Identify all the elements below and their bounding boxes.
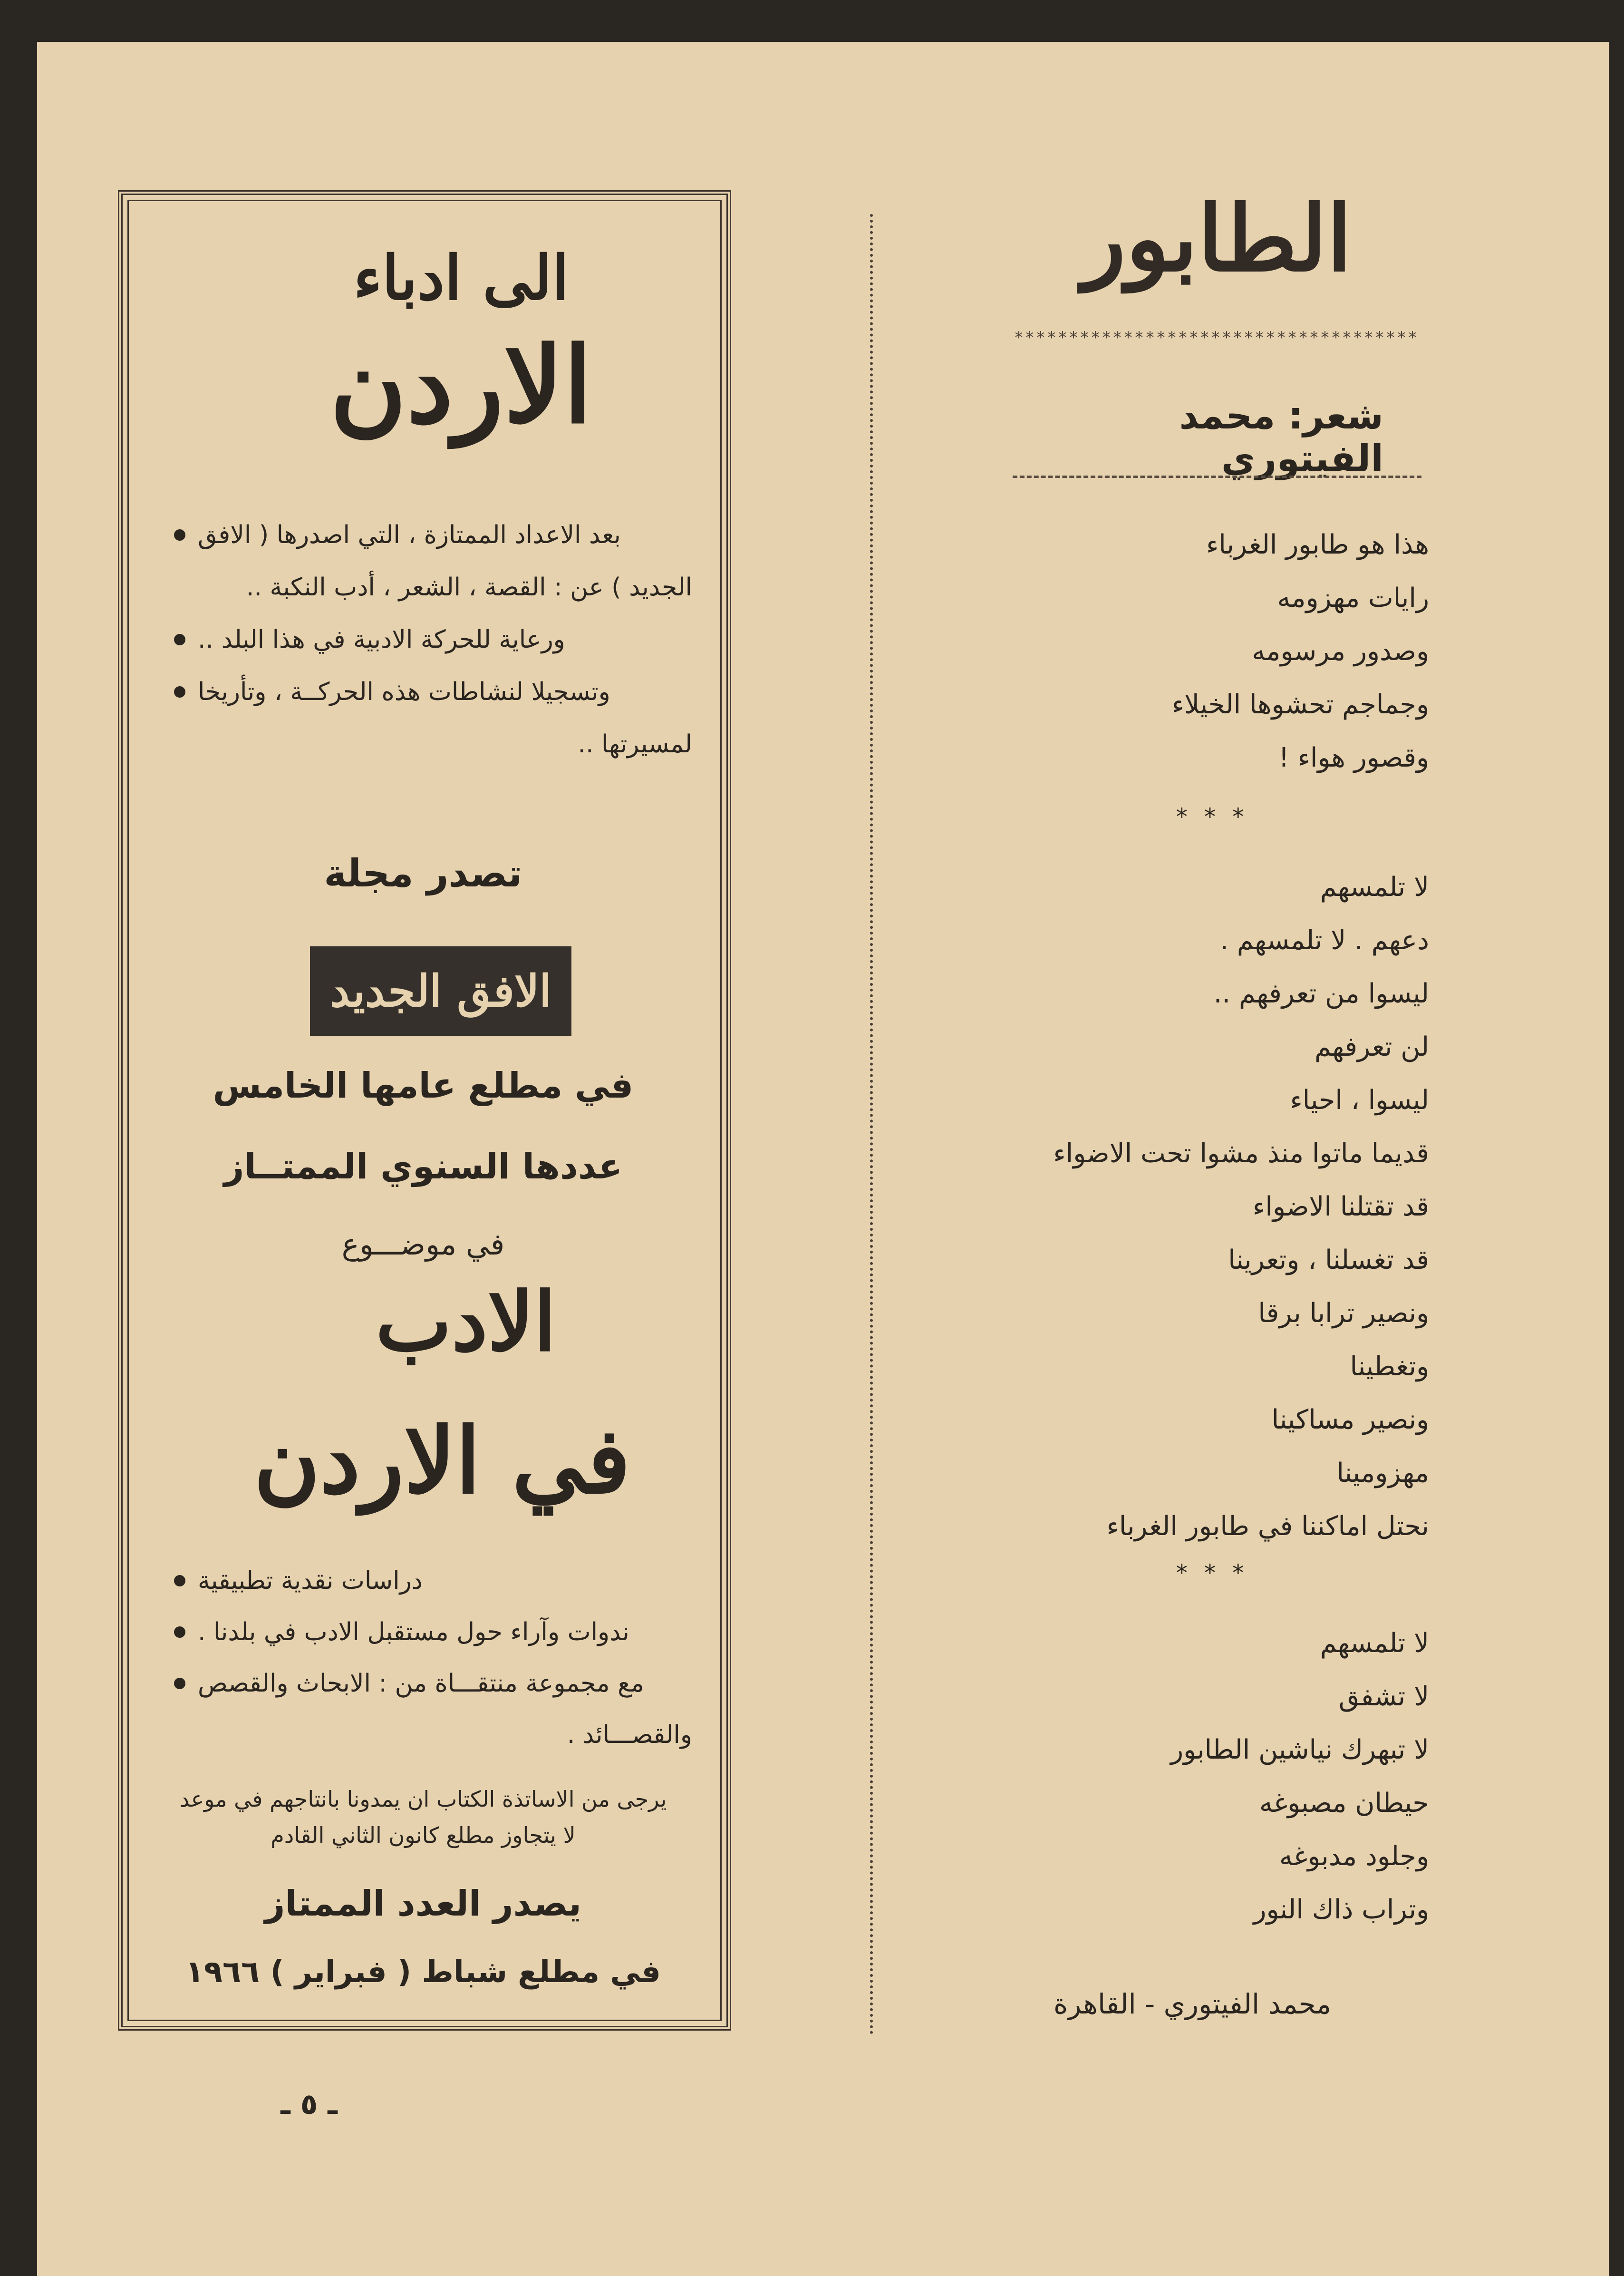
ad-heading-big: الاردن <box>329 323 593 447</box>
bullet-icon <box>174 1575 185 1586</box>
list-item-text: ورعاية للحركة الادبية في هذا البلد .. <box>198 625 565 654</box>
bullet-icon <box>174 1678 185 1689</box>
topic-heading-jordan: في الاردن <box>253 1408 631 1514</box>
poem-stanza-3 <box>992 1617 1429 1936</box>
poem-line: قديما ماتوا منذ مشوا تحت الاضواء <box>1053 1138 1429 1169</box>
bullet-icon <box>174 529 185 541</box>
stars-divider: ************************************* <box>1015 328 1420 347</box>
topic-heading-literature: الادب <box>376 1274 556 1370</box>
ad-heading-small: الى ادباء <box>353 243 569 314</box>
poem-line: قد تقتلنا الاضواء <box>1253 1191 1429 1222</box>
ad-contents-list <box>174 1555 716 1760</box>
bullet-icon <box>174 1626 185 1638</box>
list-item <box>174 509 716 561</box>
poem-line: وقصور هواء ! <box>1278 742 1429 773</box>
poem-line: لا تلمسهم <box>1320 1628 1429 1659</box>
poem-line: وصدور مرسومه <box>1252 636 1429 667</box>
list-item <box>174 1555 716 1606</box>
poem-line: قد تغسلنا ، وتعرينا <box>1228 1245 1429 1275</box>
poem-stanza-2 <box>992 861 1429 1553</box>
list-item-continuation: لمسيرتها .. <box>578 730 692 759</box>
list-item <box>174 613 716 666</box>
release-title: يصدر العدد الممتاز <box>264 1883 582 1924</box>
list-item <box>174 1606 716 1658</box>
topic-line: في موضـــوع <box>341 1227 505 1262</box>
poem-line: لا تلمسهم <box>1320 872 1429 903</box>
byline-rule <box>1013 476 1421 478</box>
list-item-continuation: والقصـــائد . <box>567 1721 692 1749</box>
list-item-text: بعد الاعداد الممتازة ، التي اصدرها ( الافق <box>198 521 621 549</box>
poem-line: وتراب ذاك النور <box>1253 1894 1429 1925</box>
stanza-separator: * * * <box>1176 1560 1249 1586</box>
year-line: في مطلع عامها الخامس <box>213 1065 634 1106</box>
column-divider <box>870 214 873 2035</box>
magazine-banner: الافق الجديد <box>310 946 571 1036</box>
list-item-text: دراسات نقدية تطبيقية <box>198 1566 423 1595</box>
poem-line: ليسوا من تعرفهم .. <box>1213 978 1429 1009</box>
poem-line: وجلود مدبوغه <box>1279 1841 1429 1872</box>
poem-title: الطابور <box>1082 185 1352 292</box>
list-item <box>174 1658 716 1709</box>
poem-line: لا تبهرك نياشين الطابور <box>1170 1734 1429 1765</box>
poem-line: حيطان مصبوغه <box>1259 1788 1429 1819</box>
list-item-text: ندوات وآراء حول مستقبل الادب في بلدنا . <box>198 1618 629 1646</box>
stanza-separator: * * * <box>1176 804 1249 830</box>
request-line: يرجى من الاساتذة الكتاب ان يمدونا بانتاجهم في موعد <box>179 1786 667 1812</box>
poem-line: نحتل اماكننا في طابور الغرباء <box>1106 1511 1429 1542</box>
list-item-continuation: الجديد ) عن : القصة ، الشعر ، أدب النكبة .. <box>246 573 692 602</box>
request-note <box>143 1781 704 1853</box>
poem-line: لا تشفق <box>1338 1681 1429 1712</box>
poem-line: ونصير ترابا برقا <box>1258 1298 1429 1329</box>
list-item-text: وتسجيلا لنشاطات هذه الحركــة ، وتأريخا <box>198 678 610 706</box>
poem-stanza-1 <box>992 518 1429 785</box>
list-item <box>174 666 716 718</box>
poem-line: وتغطينا <box>1350 1351 1429 1382</box>
poem-line: مهزومينا <box>1336 1458 1429 1488</box>
issue-line: عددها السنوي الممتــاز <box>223 1146 623 1187</box>
bullet-icon <box>174 634 185 645</box>
poem-line: دعهم . لا تلمسهم . <box>1220 925 1429 956</box>
ad-intro-list <box>174 509 716 770</box>
poem-line: هذا هو طابور الغرباء <box>1206 529 1429 560</box>
poem-signature: محمد الفيتوري - القاهرة <box>1054 1988 1331 2020</box>
publishes-line: تصدر مجلة <box>324 851 522 895</box>
release-date: في مطلع شباط ( فبراير ) ١٩٦٦ <box>185 1955 661 1990</box>
request-line: لا يتجاوز مطلع كانون الثاني القادم <box>271 1822 576 1848</box>
bullet-icon <box>174 686 185 698</box>
poem-byline: شعر: محمد الفيتوري <box>1179 395 1383 480</box>
poem-line: ليسوا ، احياء <box>1290 1085 1429 1116</box>
poem-line: رايات مهزومه <box>1277 583 1429 613</box>
poem-line: وجماجم تحشوها الخيلاء <box>1171 689 1429 720</box>
poem-line: لن تعرفهم <box>1315 1031 1429 1062</box>
poem-line: ونصير مساكينا <box>1271 1404 1429 1435</box>
page-number: ـ ٥ ـ <box>280 2088 338 2121</box>
list-item-text: مع مجموعة منتقـــاة من : الابحاث والقصص <box>198 1669 644 1698</box>
